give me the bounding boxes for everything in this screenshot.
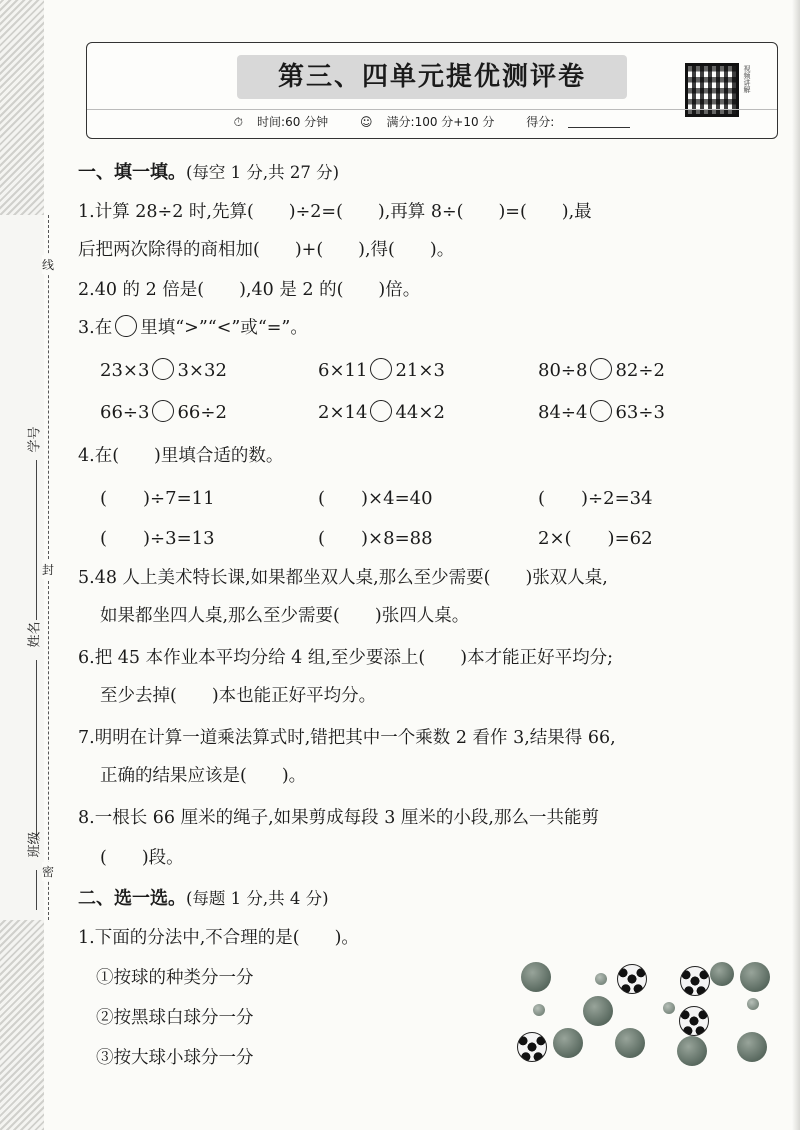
compare-left: 6×11 (318, 360, 368, 381)
q5-line2: 如果都坐四人桌,那么至少需要( )张四人桌。 (100, 606, 470, 626)
compare-right: 3×32 (177, 360, 227, 381)
page-edge-shadow (792, 0, 800, 1130)
fill-item: ( )÷7=11 (100, 488, 215, 509)
q3-suffix: 里填“>”“<”或“=”。 (140, 318, 308, 338)
qr-caption: 视频讲解 (743, 65, 751, 93)
section1-heading (78, 158, 339, 184)
q3-prefix: 3.在 (78, 318, 113, 338)
soccer-ball-icon (617, 964, 647, 994)
smiley-icon: ☺ (360, 115, 373, 129)
ball-icon (595, 973, 607, 985)
compare-right: 21×3 (395, 360, 445, 381)
score-label: 得分: (526, 115, 555, 129)
q8-line2: ( )段。 (100, 848, 184, 868)
compare-left: 84÷4 (538, 402, 588, 423)
ball-icon (663, 1002, 675, 1014)
compare-right: 66÷2 (177, 402, 227, 423)
q4-instruction: 4.在( )里填合适的数。 (78, 446, 284, 466)
q6-line2: 至少去掉( )本也能正好平均分。 (100, 686, 377, 706)
compare-item (318, 400, 445, 423)
exam-title: 第三、四单元提优测评卷 (237, 55, 627, 99)
ball-icon (583, 996, 613, 1026)
q7-line1: 7.明明在计算一道乘法算式时,错把其中一个乘数 2 看作 3,结果得 66, (78, 728, 616, 748)
option-1[interactable]: ①按球的种类分一分 (96, 968, 254, 988)
compare-circle[interactable] (152, 358, 174, 380)
compare-circle-icon (115, 315, 137, 337)
s2-q1: 1.下面的分法中,不合理的是( )。 (78, 928, 359, 948)
compare-right: 63÷3 (615, 402, 665, 423)
xing-ming-blank (36, 660, 37, 840)
compare-item (318, 358, 445, 381)
option-2[interactable]: ②按黑球白球分一分 (96, 1008, 254, 1028)
seal-mark-feng: 封 (42, 560, 54, 579)
ball-icon (553, 1028, 583, 1058)
compare-circle[interactable] (590, 400, 612, 422)
compare-item (538, 358, 665, 381)
fill-item: ( )×8=88 (318, 528, 433, 549)
q5-line1: 5.48 人上美术特长课,如果都坐双人桌,那么至少需要( )张双人桌, (78, 568, 608, 588)
ball-icon (521, 962, 551, 992)
compare-left: 2×14 (318, 402, 368, 423)
binding-strip-bottom (0, 920, 44, 1130)
q3-instruction (78, 314, 308, 339)
compare-item (100, 358, 227, 381)
q7-line2: 正确的结果应该是( )。 (100, 766, 307, 786)
xue-hao-blank (36, 460, 37, 620)
clock-icon: ⏱ (233, 115, 244, 129)
time-text: 时间:60 分钟 (257, 115, 329, 129)
compare-circle[interactable] (152, 400, 174, 422)
q6-line1: 6.把 45 本作业本平均分给 4 组,至少要添上( )本才能正好平均分; (78, 648, 613, 668)
ball-icon (747, 998, 759, 1010)
compare-left: 66÷3 (100, 402, 150, 423)
score-blank[interactable] (568, 115, 630, 128)
compare-circle[interactable] (590, 358, 612, 380)
compare-left: 80÷8 (538, 360, 588, 381)
section2-title: 二、选一选。 (78, 888, 186, 909)
full-score-info (353, 115, 501, 129)
ban-ji-label: 班级 (27, 831, 43, 858)
section2-note: (每题 1 分,共 4 分) (186, 889, 329, 908)
seal-mark-mi: 密 (42, 862, 54, 881)
xue-hao-label: 学号 (27, 426, 43, 453)
section2-heading (78, 884, 329, 910)
compare-circle[interactable] (370, 400, 392, 422)
score-info (519, 115, 637, 129)
balls-illustration (515, 958, 775, 1073)
compare-circle[interactable] (370, 358, 392, 380)
section1-title: 一、填一填。 (78, 162, 186, 183)
binding-strip-middle (0, 215, 44, 920)
ball-icon (740, 962, 770, 992)
q1-line1: 1.计算 28÷2 时,先算( )÷2=( ),再算 8÷( )=( ),最 (78, 202, 592, 222)
ball-icon (677, 1036, 707, 1066)
compare-right: 82÷2 (615, 360, 665, 381)
seal-mark-xian: 线 (42, 255, 54, 274)
section1-note: (每空 1 分,共 27 分) (186, 163, 340, 182)
compare-item (100, 400, 227, 423)
soccer-ball-icon (517, 1032, 547, 1062)
option-3[interactable]: ③按大球小球分一分 (96, 1048, 254, 1068)
q8-line1: 8.一根长 66 厘米的绳子,如果剪成每段 3 厘米的小段,那么一共能剪 (78, 808, 599, 828)
ball-icon (737, 1032, 767, 1062)
ball-icon (615, 1028, 645, 1058)
time-info (227, 115, 336, 129)
binding-strip-top (0, 0, 44, 215)
exam-header (86, 42, 778, 139)
exam-meta (87, 109, 777, 136)
ball-icon (710, 962, 734, 986)
compare-right: 44×2 (395, 402, 445, 423)
fill-item: ( )×4=40 (318, 488, 433, 509)
fill-item: 2×( )=62 (538, 528, 653, 549)
soccer-ball-icon (679, 1006, 709, 1036)
compare-left: 23×3 (100, 360, 150, 381)
soccer-ball-icon (680, 966, 710, 996)
ban-ji-blank (36, 870, 37, 910)
fill-item: ( )÷2=34 (538, 488, 653, 509)
xing-ming-label: 姓名 (27, 621, 43, 648)
compare-item (538, 400, 665, 423)
full-score-text: 满分:100 分+10 分 (386, 115, 495, 129)
fill-item: ( )÷3=13 (100, 528, 215, 549)
ball-icon (533, 1004, 545, 1016)
q1-line2: 后把两次除得的商相加( )+( ),得( )。 (78, 240, 455, 260)
q2: 2.40 的 2 倍是( ),40 是 2 的( )倍。 (78, 280, 421, 300)
